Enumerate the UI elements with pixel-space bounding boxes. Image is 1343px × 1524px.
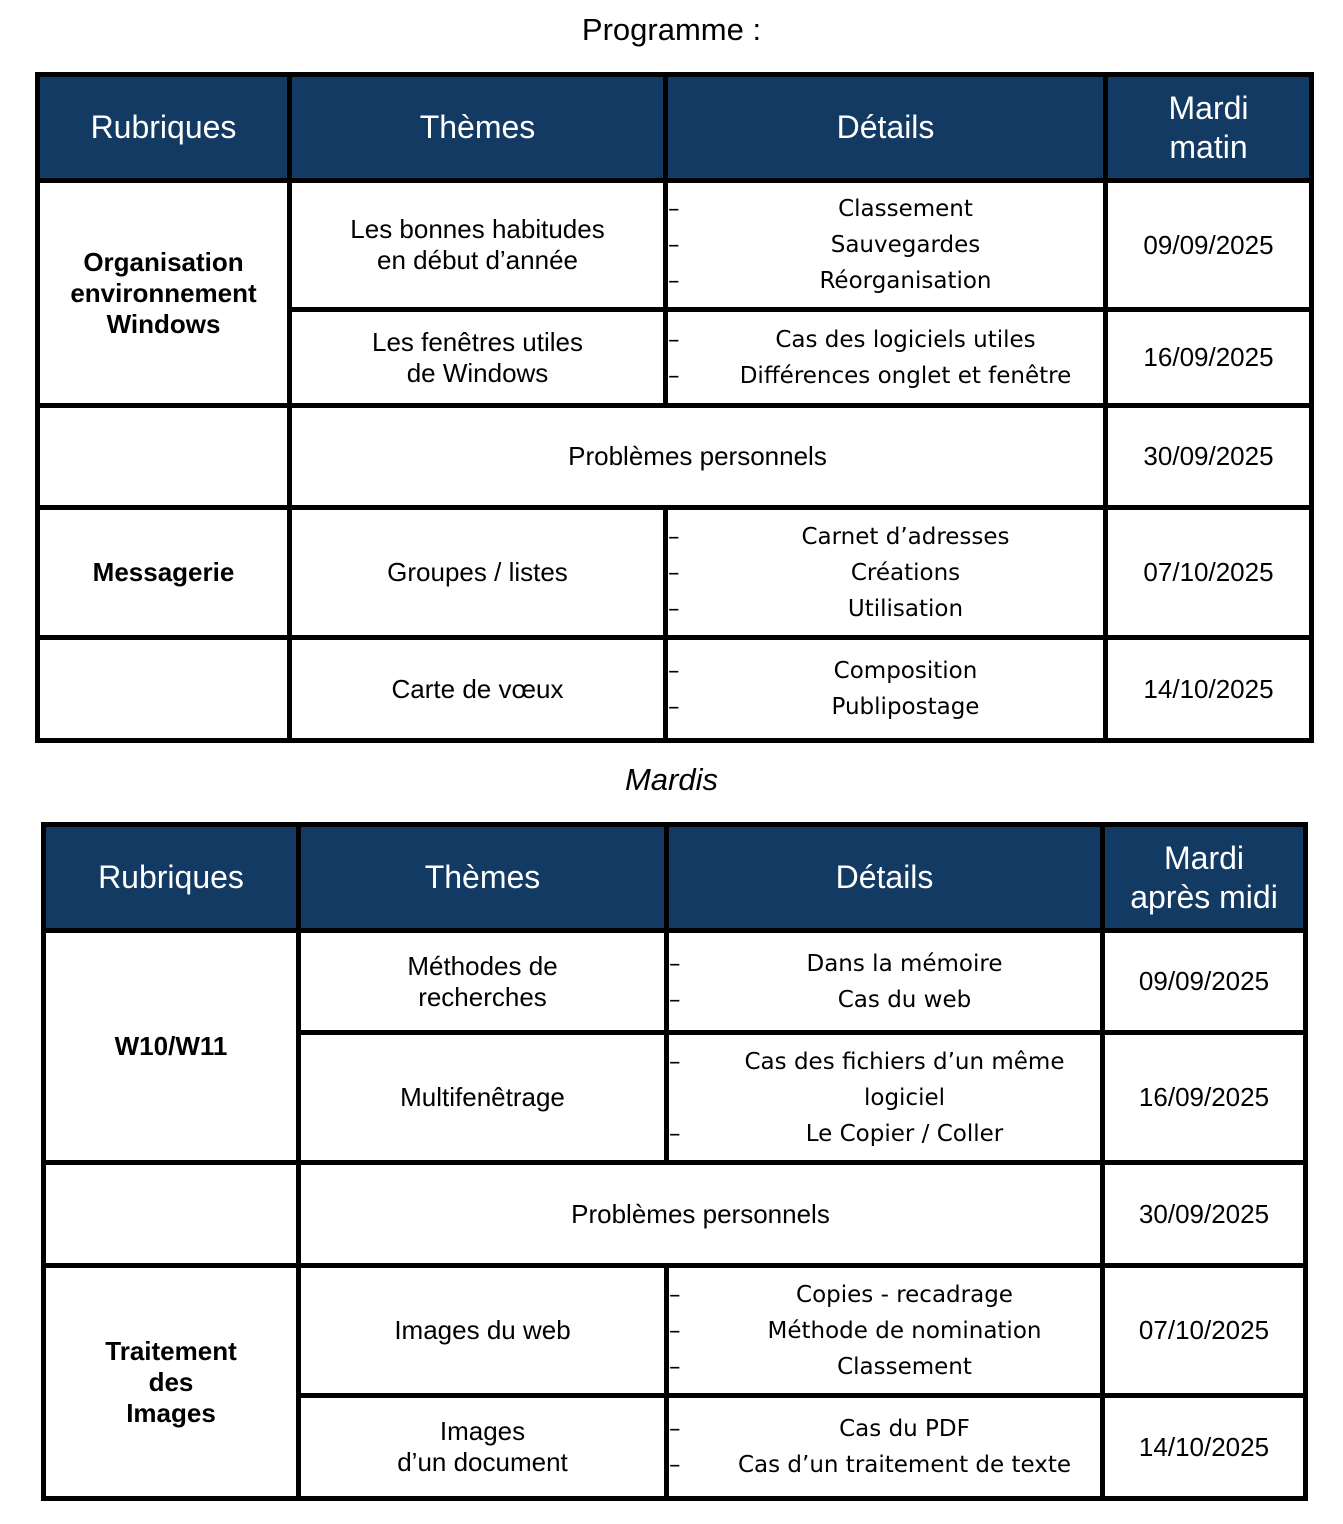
detail-item: – Classement — [669, 1349, 1100, 1385]
detail-item: – Le Copier / Coller — [669, 1116, 1100, 1152]
theme-cell: Images du web — [299, 1266, 667, 1396]
table-row — [44, 1163, 1306, 1266]
date-cell: 09/09/2025 — [1103, 931, 1306, 1033]
section-title: Mardis — [624, 762, 718, 797]
detail-item: – Cas des logiciels utiles — [668, 322, 1103, 358]
theme-cell: Carte de vœux — [290, 638, 666, 741]
detail-item: – Classement — [668, 191, 1103, 227]
header-details: Détails — [667, 825, 1103, 931]
schedule-table-morning — [35, 72, 1314, 743]
rubrique-cell: Messagerie — [38, 508, 290, 638]
header-row — [38, 75, 1312, 181]
theme-cell: Les fenêtres utiles de Windows — [290, 310, 666, 406]
date-cell: 14/10/2025 — [1106, 638, 1312, 741]
rubrique-cell: Organisation environnement Windows — [38, 181, 290, 406]
details-cell — [666, 310, 1106, 406]
date-cell: 30/09/2025 — [1103, 1163, 1306, 1266]
details-cell — [667, 931, 1103, 1033]
theme-cell: Problèmes personnels — [290, 406, 1106, 508]
rubrique-cell — [44, 1163, 299, 1266]
header-date: Mardi après midi — [1103, 825, 1306, 931]
date-cell: 14/10/2025 — [1103, 1396, 1306, 1499]
detail-item: – Différences onglet et fenêtre — [668, 358, 1103, 394]
date-cell: 16/09/2025 — [1106, 310, 1312, 406]
details-cell — [667, 1396, 1103, 1499]
theme-cell: Problèmes personnels — [299, 1163, 1103, 1266]
date-cell: 07/10/2025 — [1103, 1266, 1306, 1396]
header-details: Détails — [666, 75, 1106, 181]
date-cell: 07/10/2025 — [1106, 508, 1312, 638]
theme-cell: Multifenêtrage — [299, 1033, 667, 1163]
rubrique-cell: Traitement des Images — [44, 1266, 299, 1499]
details-cell — [666, 638, 1106, 741]
theme-cell: Méthodes de recherches — [299, 931, 667, 1033]
detail-item: – Cas du PDF — [669, 1411, 1100, 1447]
header-date: Mardi matin — [1106, 75, 1312, 181]
table-row — [38, 508, 1312, 638]
detail-item: – Cas d’un traitement de texte — [669, 1447, 1100, 1483]
theme-cell: Les bonnes habitudes en début d’année — [290, 181, 666, 310]
detail-item: – Publipostage — [668, 689, 1103, 725]
table-row — [44, 931, 1306, 1033]
rubrique-cell — [38, 638, 290, 741]
detail-item: – Carnet d’adresses — [668, 519, 1103, 555]
details-cell — [666, 508, 1106, 638]
details-cell — [667, 1266, 1103, 1396]
date-cell: 16/09/2025 — [1103, 1033, 1306, 1163]
details-cell — [667, 1033, 1103, 1163]
page-title: Programme : — [581, 12, 762, 47]
theme-cell: Groupes / listes — [290, 508, 666, 638]
theme-cell: Images d’un document — [299, 1396, 667, 1499]
schedule-table-afternoon — [41, 822, 1308, 1501]
details-cell — [666, 181, 1106, 310]
rubrique-cell: W10/W11 — [44, 931, 299, 1163]
table-row — [38, 406, 1312, 508]
header-row — [44, 825, 1306, 931]
detail-item: – Cas des fichiers d’un même logiciel — [669, 1044, 1100, 1116]
date-cell: 30/09/2025 — [1106, 406, 1312, 508]
detail-item: – Méthode de nomination — [669, 1313, 1100, 1349]
header-rubriques: Rubriques — [44, 825, 299, 931]
detail-item: – Sauvegardes — [668, 227, 1103, 263]
detail-item: – Créations — [668, 555, 1103, 591]
table-row — [38, 638, 1312, 741]
detail-item: – Cas du web — [669, 982, 1100, 1018]
detail-item: – Composition — [668, 653, 1103, 689]
detail-item: – Dans la mémoire — [669, 946, 1100, 982]
table-row — [38, 181, 1312, 310]
table-row — [44, 1266, 1306, 1396]
header-themes: Thèmes — [299, 825, 667, 931]
header-themes: Thèmes — [290, 75, 666, 181]
detail-item: – Copies - recadrage — [669, 1277, 1100, 1313]
detail-item: – Réorganisation — [668, 263, 1103, 299]
header-rubriques: Rubriques — [38, 75, 290, 181]
detail-item: – Utilisation — [668, 591, 1103, 627]
date-cell: 09/09/2025 — [1106, 181, 1312, 310]
rubrique-cell — [38, 406, 290, 508]
